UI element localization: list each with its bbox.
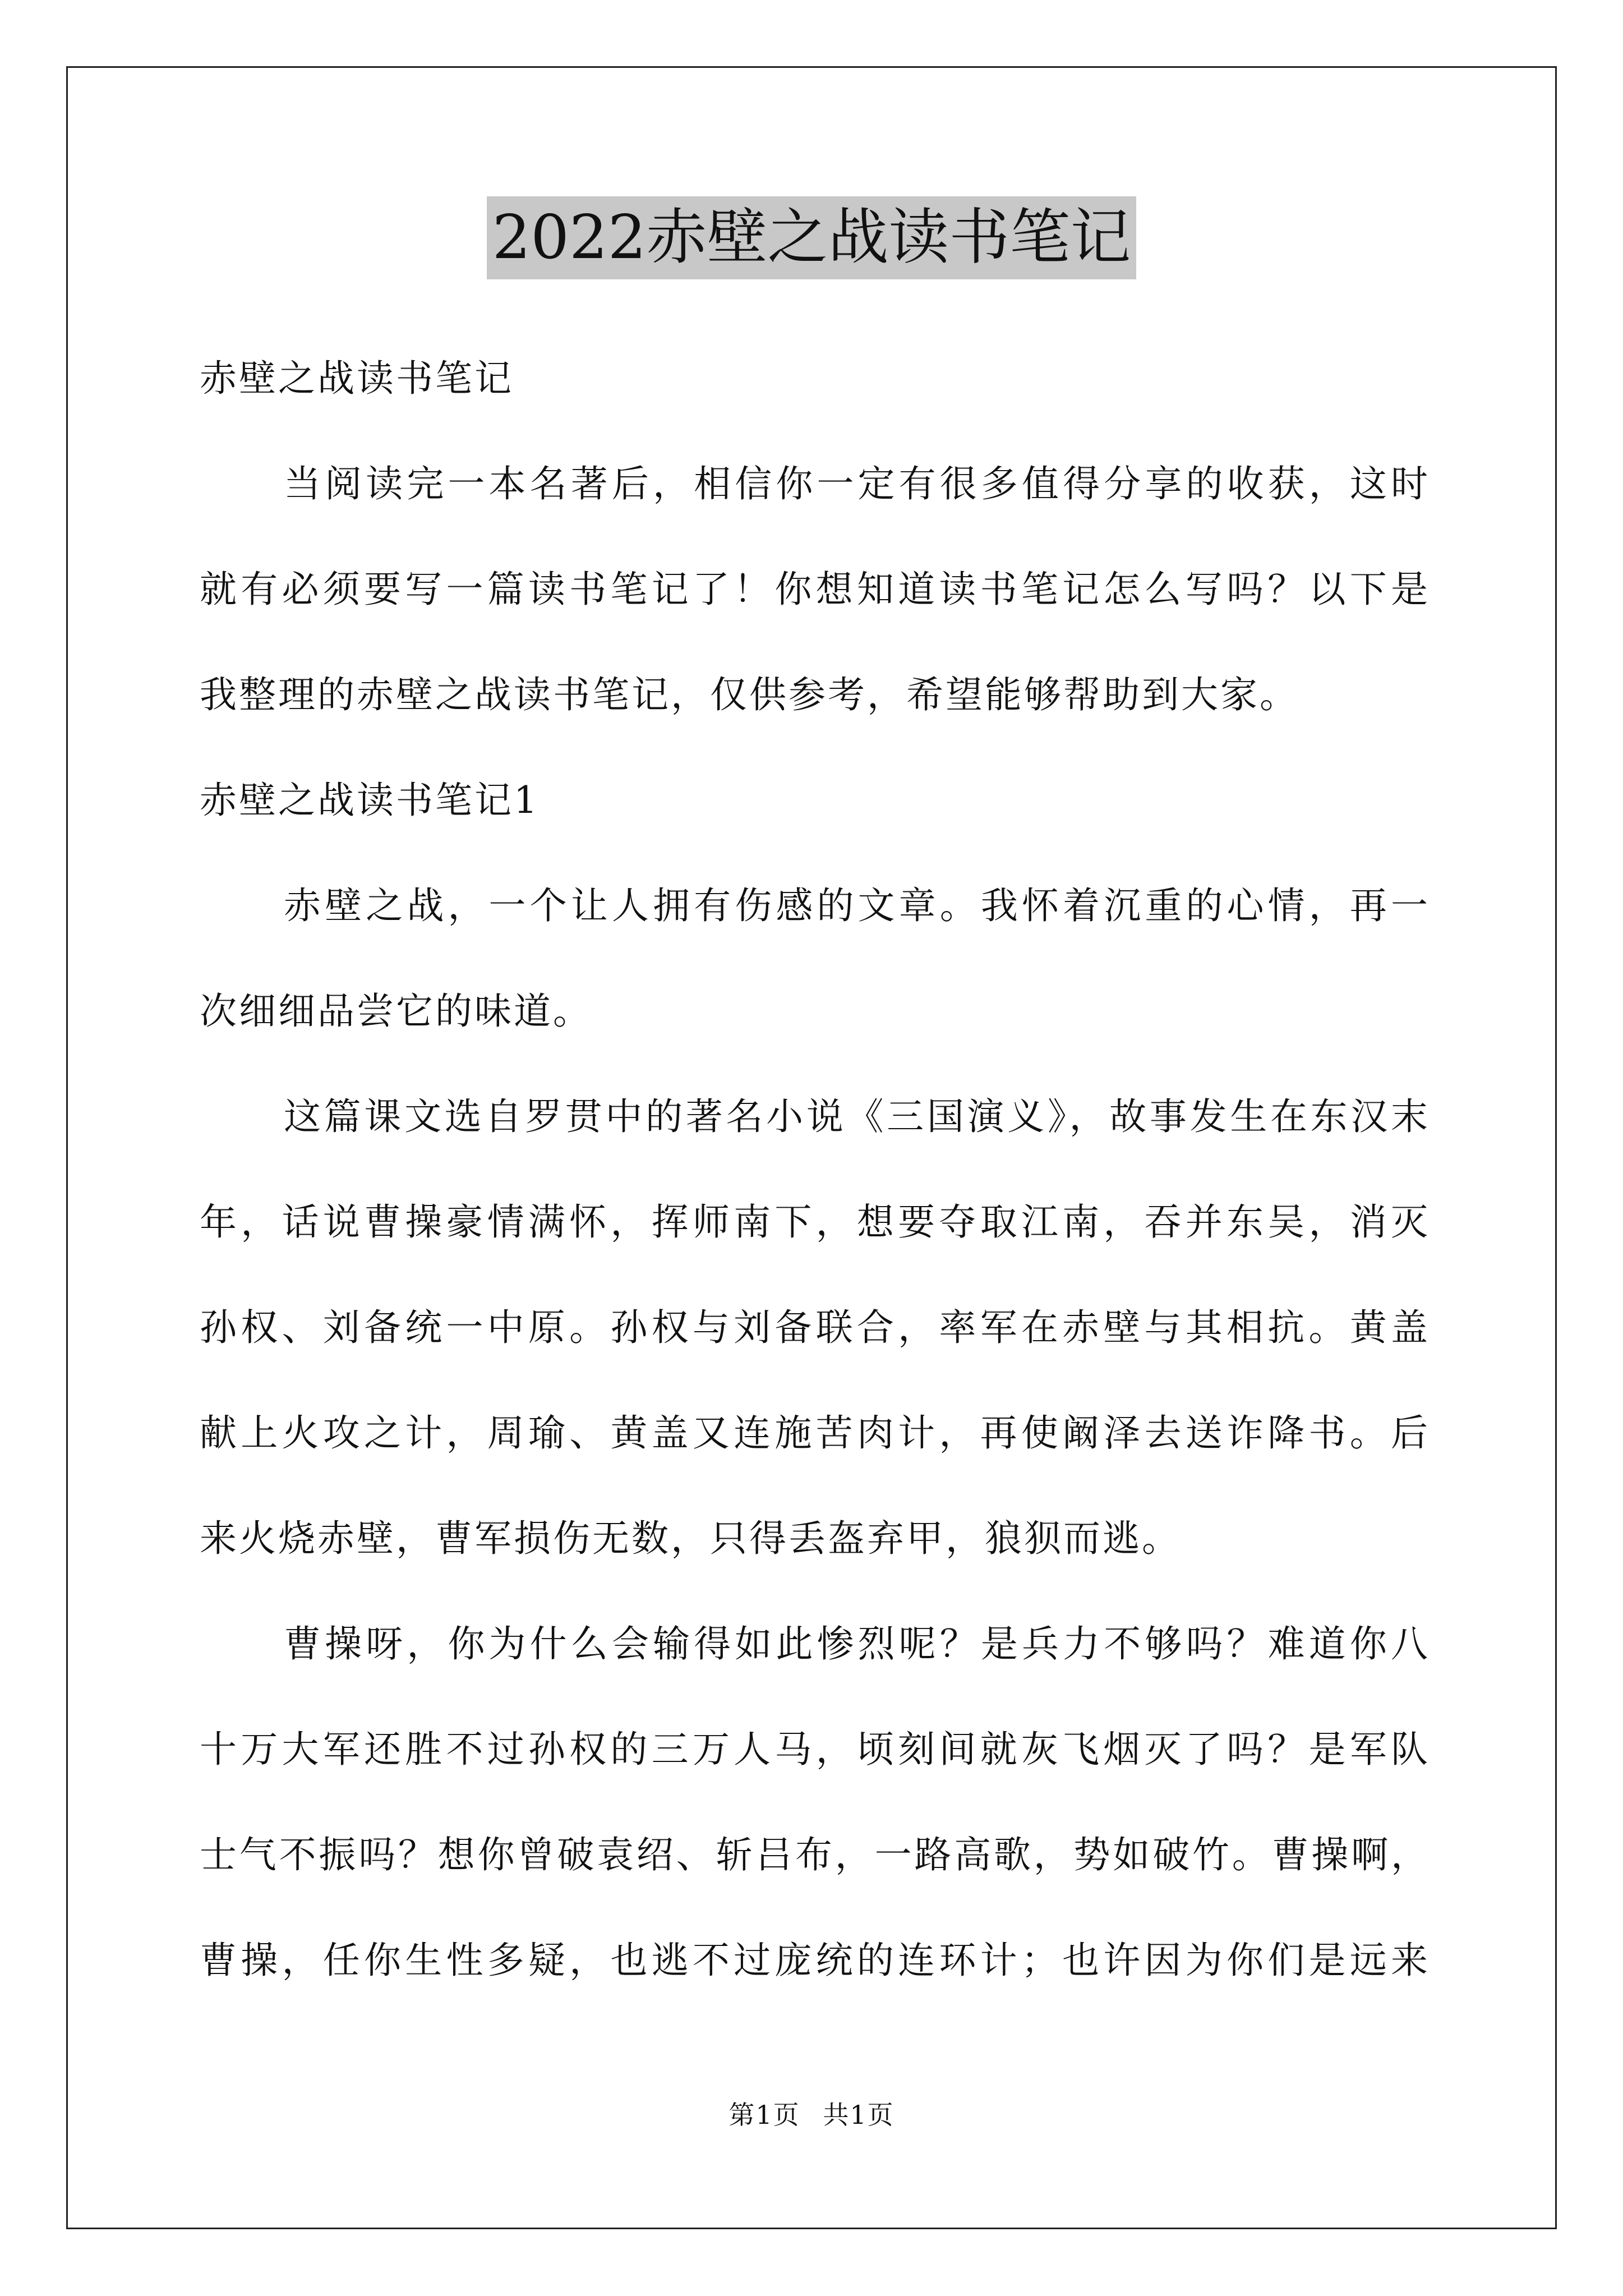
document-title: 2022赤壁之战读书笔记 xyxy=(487,196,1137,279)
text-line: 赤壁之战，一个让人拥有伤感的文章。我怀着沉重的心情，再一 xyxy=(284,884,1430,927)
text-line: 当阅读完一本名著后，相信你一定有很多值得分享的收获，这时 xyxy=(284,462,1430,505)
text-line: 十万大军还胜不过孙权的三万人马，顷刻间就灰飞烟灭了吗？是军队 xyxy=(200,1728,1430,1771)
text-line: 年，话说曹操豪情满怀，挥师南下，想要夺取江南，吞并东吴，消灭 xyxy=(200,1200,1430,1244)
text-line: 赤壁之战读书笔记1 xyxy=(200,779,540,822)
text-line: 我整理的赤壁之战读书笔记，仅供参考，希望能够帮助到大家。 xyxy=(200,673,1299,716)
text-line: 这篇课文选自罗贯中的著名小说《三国演义》，故事发生在东汉末 xyxy=(284,1095,1430,1138)
text-line: 孙权、刘备统一中原。孙权与刘备联合，率军在赤壁与其相抗。黄盖 xyxy=(200,1306,1430,1349)
text-line: 曹操，任你生性多疑，也逃不过庞统的连环计；也许因为你们是远来 xyxy=(200,1939,1430,1982)
text-line: 献上火攻之计，周瑜、黄盖又连施苦肉计，再使阚泽去送诈降书。后 xyxy=(200,1411,1430,1455)
text-line: 就有必须要写一篇读书笔记了！你想知道读书笔记怎么写吗？以下是 xyxy=(200,568,1430,611)
text-line: 来火烧赤壁，曹军损伤无数，只得丢盔弃甲，狼狈而逃。 xyxy=(200,1517,1181,1560)
document-body xyxy=(200,334,1430,2021)
text-line: 赤壁之战读书笔记 xyxy=(200,357,514,400)
text-line: 士气不振吗？想你曾破袁绍、斩吕布，一路高歌，势如破竹。曹操啊， xyxy=(200,1833,1430,1876)
page-number: 第1页 xyxy=(728,2100,800,2130)
text-line: 次细细品尝它的味道。 xyxy=(200,990,592,1033)
page-total: 共1页 xyxy=(823,2100,895,2130)
title-container xyxy=(0,196,1623,279)
text-line: 曹操呀，你为什么会输得如此惨烈呢？是兵力不够吗？难道你八 xyxy=(284,1622,1430,1665)
page-footer xyxy=(0,2098,1623,2132)
